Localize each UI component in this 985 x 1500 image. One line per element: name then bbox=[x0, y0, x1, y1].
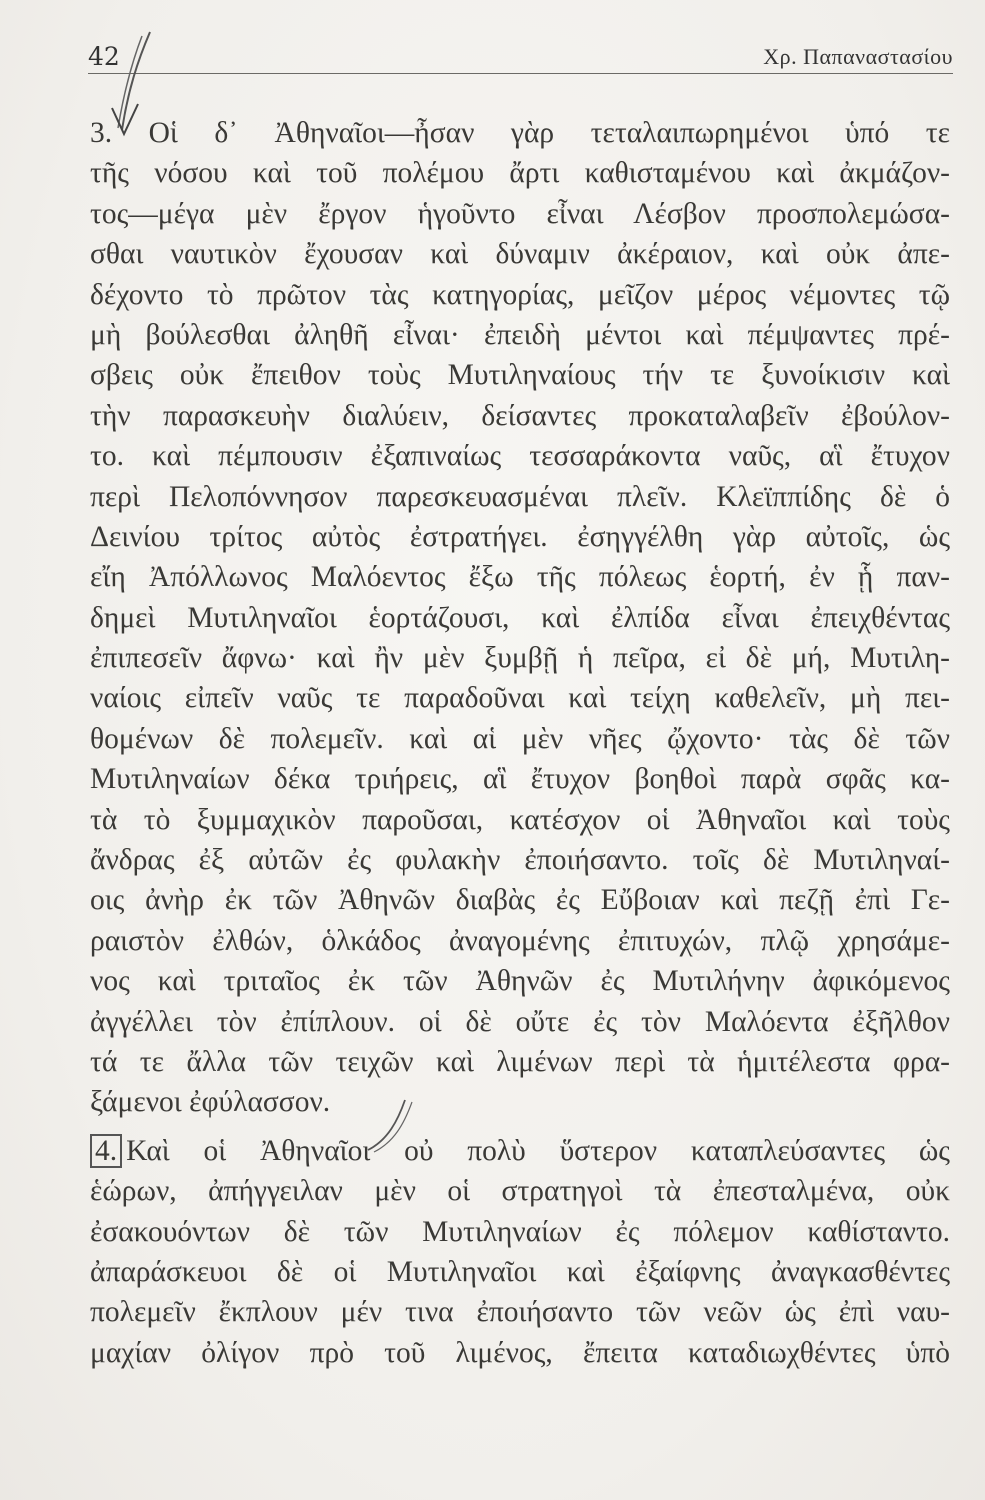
text-line: πολεμεῖν ἔκπλουν μέν τινα ἐποιήσαντο τῶν νεῶν ὡς ἐπὶ ναυ- bbox=[90, 1296, 950, 1329]
text-line: νος καὶ τριταῖος ἐκ τῶν Ἀθηνῶν ἐς Μυτιλήνην ἀφικόμενος bbox=[90, 965, 950, 998]
text-line: τὰ τὸ ξυμμαχικὸν παροῦσαι, κατέσχον οἱ Ἀθηναῖοι καὶ τοὺς bbox=[90, 803, 950, 836]
running-head: Χρ. Παπαναστασίου bbox=[763, 44, 953, 69]
section-4-first-line bbox=[90, 1131, 950, 1171]
text-line: τά τε ἄλλα τῶν τειχῶν καὶ λιμένων περὶ τὰ ἡμιτέλεστα φρα- bbox=[90, 1045, 950, 1078]
text-line: τῆς νόσου καὶ τοῦ πολέμου ἄρτι καθισταμένου καὶ ἀκμάζον- bbox=[90, 157, 950, 190]
page-header bbox=[88, 40, 953, 76]
text-line: ξάμενοι ἐφύλασσον. bbox=[90, 1086, 331, 1119]
text-line: το. καὶ πέμπουσιν ἐξαπιναίως τεσσαράκοντα ναῦς, αἳ ἔτυχον bbox=[90, 440, 950, 473]
text-line: περὶ Πελοπόννησον παρεσκευασμέναι πλεῖν. Κλεϊππίδης δὲ ὁ bbox=[90, 480, 950, 513]
text-line: τος—μέγα μὲν ἔργον ἡγοῦντο εἶναι Λέσβον προσπολεμώσα- bbox=[90, 197, 950, 230]
text-line: ἐπιπεσεῖν ἄφνω· καὶ ἢν μὲν ξυμβῇ ἡ πεῖρα, εἰ δὲ μή, Μυτιλη- bbox=[90, 642, 950, 675]
text-line: ναίοις εἰπεῖν ναῦς τε παραδοῦναι καὶ τείχη καθελεῖν, μὴ πει- bbox=[90, 682, 950, 715]
text-line: τὴν παρασκευὴν διαλύειν, δείσαντες προκαταλαβεῖν ἐβούλον- bbox=[90, 399, 950, 432]
text-line: Δεινίου τρίτος αὐτὸς ἐστρατήγει. ἐσηγγέλθη γὰρ αὐτοῖς, ὡς bbox=[90, 520, 950, 553]
text-line: σβεις οὐκ ἔπειθον τοὺς Μυτιληναίους τήν τε ξυνοίκισιν καὶ bbox=[90, 359, 950, 392]
text-line: ἑώρων, ἀπήγγειλαν μὲν οἱ στρατηγοὶ τὰ ἐπεσταλμένα, οὐκ bbox=[90, 1175, 950, 1208]
text-line: θομένων δὲ πολεμεῖν. καὶ αἱ μὲν νῆες ᾤχοντο· τὰς δὲ τῶν bbox=[90, 722, 950, 755]
text-line: Καὶ οἱ Ἀθηναῖοι οὐ πολὺ ὕστερον καταπλεύσαντες ὡς bbox=[126, 1134, 950, 1167]
body-text bbox=[90, 113, 950, 1373]
text-line: σθαι ναυτικὸν ἔχουσαν καὶ δύναμιν ἀκέραιον, καὶ οὐκ ἀπε- bbox=[90, 238, 950, 271]
text-line: δημεὶ Μυτιληναῖοι ἑορτάζουσι, καὶ ἐλπίδα εἶναι ἐπειχθέντας bbox=[90, 601, 950, 634]
section-number: 4. bbox=[90, 1134, 122, 1168]
text-line: ἀγγέλλει τὸν ἐπίπλουν. οἱ δὲ οὔτε ἐς τὸν Μαλόεντα ἐξῆλθον bbox=[90, 1005, 950, 1038]
section-3 bbox=[90, 113, 950, 1123]
text-line: δέχοντο τὸ πρῶτον τὰς κατηγορίας, μεῖζον μέρος νέμοντες τῷ bbox=[90, 278, 950, 311]
text-line: ἐσακουόντων δὲ τῶν Μυτιληναίων ἐς πόλεμον καθίσταντο. bbox=[90, 1215, 950, 1248]
page-number: 42 bbox=[88, 42, 120, 71]
text-line: μὴ βούλεσθαι ἀληθῆ εἶναι· ἐπειδὴ μέντοι καὶ πέμψαντες πρέ- bbox=[90, 318, 950, 351]
text-line: εἴη Ἀπόλλωνος Μαλόεντος ἔξω τῆς πόλεως ἑορτή, ἐν ᾗ παν- bbox=[90, 561, 950, 594]
text-line: οις ἀνὴρ ἐκ τῶν Ἀθηνῶν διαβὰς ἐς Εὔβοιαν καὶ πεζῇ ἐπὶ Γε- bbox=[90, 884, 950, 917]
text-line: ἀπαράσκευοι δὲ οἱ Μυτιληναῖοι καὶ ἐξαίφνης ἀναγκασθέντες bbox=[90, 1255, 950, 1288]
text-line: ραιστὸν ἐλθών, ὁλκάδος ἀναγομένης ἐπιτυχών, πλῷ χρησάμε- bbox=[90, 924, 950, 957]
text-line: 3. Οἱ δ᾽ Ἀθηναῖοι—ἦσαν γὰρ τεταλαιπωρημένοι ὑπό τε bbox=[90, 117, 950, 149]
text-line: ἄνδρας ἐξ αὐτῶν ἐς φυλακὴν ἐποιήσαντο. τοῖς δὲ Μυτιληναί- bbox=[90, 844, 950, 877]
text-line: μαχίαν ὀλίγον πρὸ τοῦ λιμένος, ἔπειτα καταδιωχθέντες ὑπὸ bbox=[90, 1336, 950, 1369]
text-line: Μυτιληναίων δέκα τριήρεις, αἳ ἔτυχον βοηθοὶ παρὰ σφᾶς κα- bbox=[90, 763, 950, 796]
section-4 bbox=[90, 1131, 950, 1373]
header-rule bbox=[88, 73, 953, 74]
section-gap bbox=[90, 1123, 950, 1131]
